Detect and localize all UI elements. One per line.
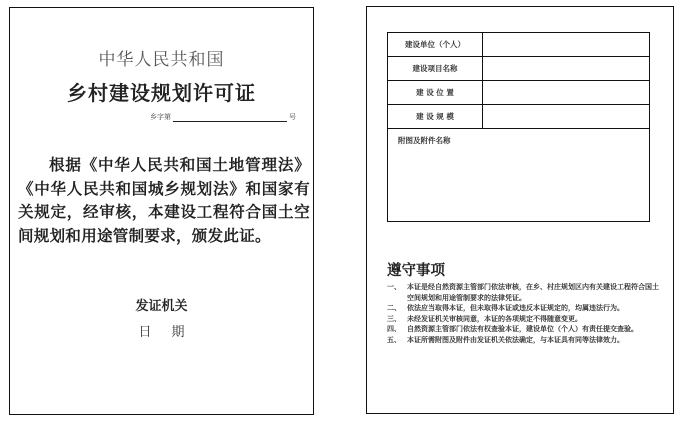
permit-cover-page: [9, 7, 314, 415]
registration-prefix: 乡字第: [150, 113, 171, 121]
item-number: 一、: [387, 283, 401, 291]
list-item: [387, 314, 662, 325]
field-label: 建设单位（个人）: [388, 33, 483, 57]
registration-number-blank: [173, 114, 287, 122]
table-row: [388, 105, 650, 129]
notice-title: 遵守事项: [387, 263, 445, 279]
certificate-title: 乡村建设规划许可证: [67, 81, 256, 105]
list-item: [387, 282, 662, 303]
date-label: [10, 321, 313, 340]
list-item: [387, 335, 662, 346]
item-number: 二、: [387, 304, 401, 312]
field-value-scale: [483, 105, 650, 129]
issuing-authority-label: 发证机关: [135, 299, 188, 314]
item-number: 三、: [387, 314, 401, 323]
item-text: 本证所需附图及附件由发证机关依法确定，与本证具有同等法律效力。: [407, 335, 624, 344]
registration-number: [150, 112, 296, 122]
table-row: [388, 57, 650, 81]
certificate-body: 根据《中华人民共和国土地管理法》《中华人民共和国城乡规划法》和国家有关规定，经审核，本建设工程符合国土空间规划和用途管制要求，颁发此证。: [18, 156, 310, 245]
item-text: 自然资源主管部门依法有权查验本证，建设单位（个人）有责任提交查验。: [407, 325, 638, 333]
project-info-table: [387, 32, 650, 222]
field-value-applicant: [483, 33, 650, 57]
item-text: 未经发证机关审核同意，本证的各项规定不得随意变更。: [407, 314, 582, 323]
date-day: 日: [138, 325, 152, 340]
item-number: 五、: [387, 335, 401, 344]
permit-details-page: [366, 6, 674, 414]
country-name: 中华人民共和国: [98, 50, 225, 70]
notice-list: [387, 282, 662, 345]
field-value-project-name: [483, 57, 650, 81]
table-row: [388, 129, 650, 222]
table-row: [388, 33, 650, 57]
attachments-field: 附图及附件名称: [388, 129, 650, 222]
field-label: 建设项目名称: [388, 57, 483, 81]
field-value-location: [483, 81, 650, 105]
item-text: 依法应当取得本证，但未取得本证或违反本证规定的，均属违法行为。: [407, 304, 624, 312]
field-label: 建 设 位 置: [388, 81, 483, 105]
date-period: 期: [171, 325, 185, 340]
field-label: 建 设 规 模: [388, 105, 483, 129]
item-text: 本证是经自然资源主管部门依法审核，在乡、村庄规划区内有关建设工程符合国土空间规划和用途管制要求的法律凭证。: [407, 283, 659, 302]
table-row: [388, 81, 650, 105]
list-item: [387, 324, 662, 335]
list-item: [387, 303, 662, 314]
item-number: 四、: [387, 325, 401, 333]
registration-suffix: 号: [289, 113, 296, 121]
